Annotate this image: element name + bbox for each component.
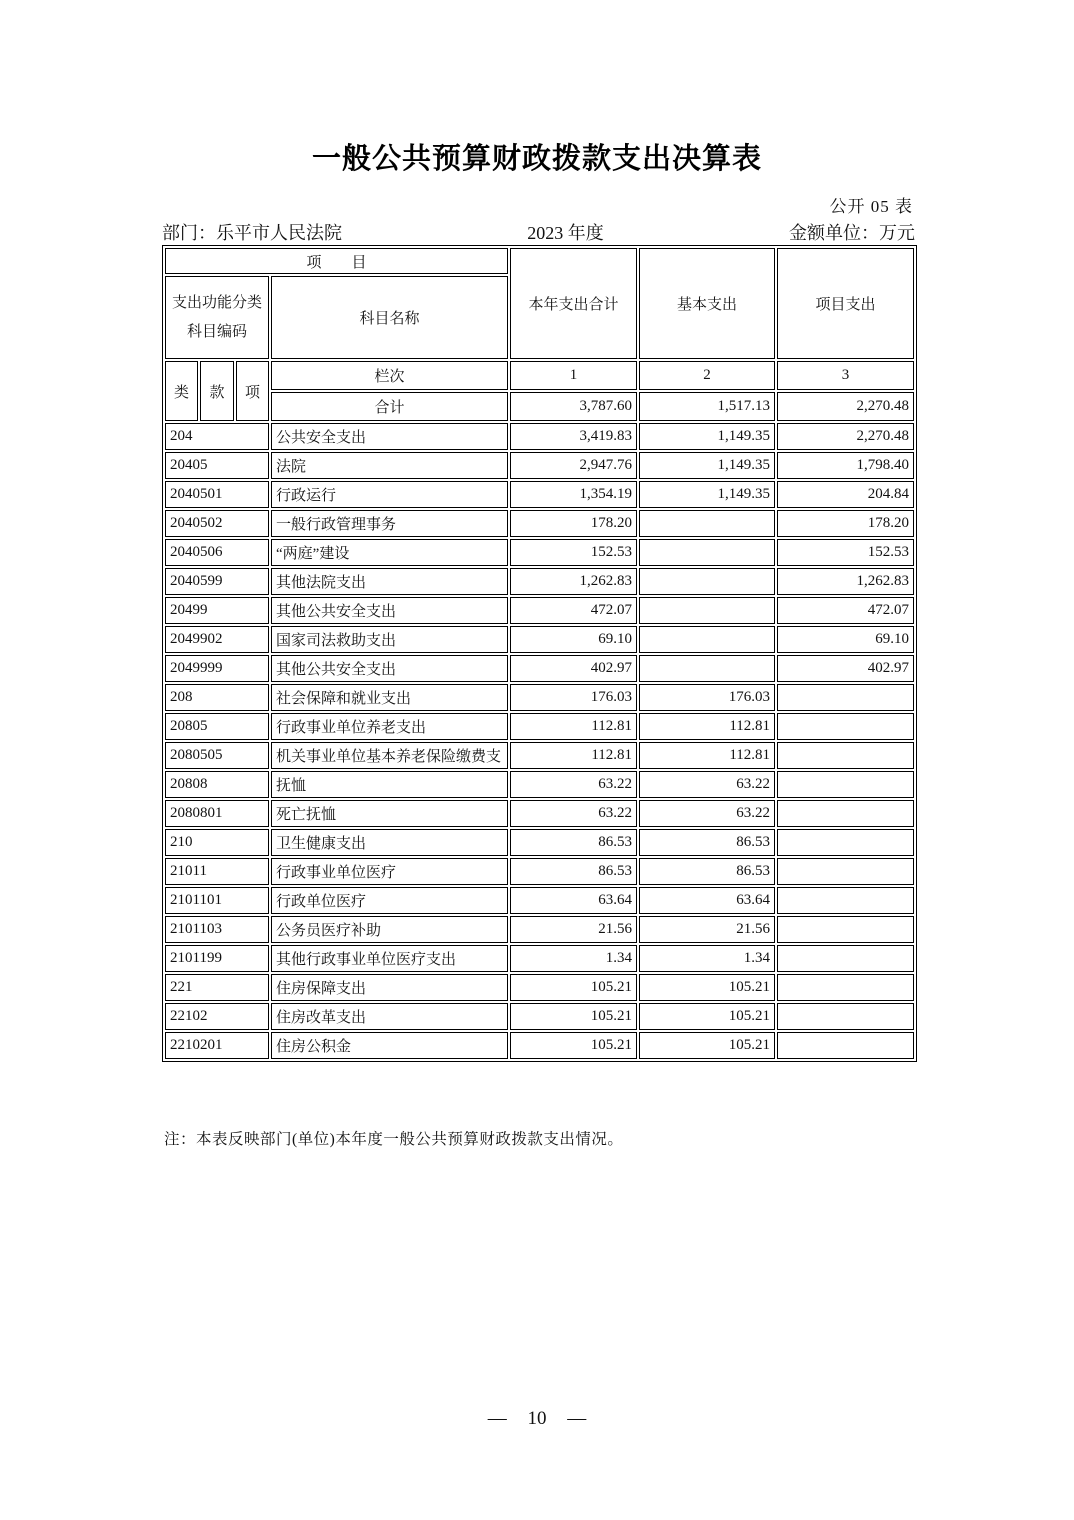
- cell-total-expenditure: 472.07: [510, 597, 637, 624]
- cell-basic-expenditure: 21.56: [639, 916, 775, 943]
- cell-basic-expenditure: [639, 626, 775, 653]
- cell-code: 2040599: [165, 568, 269, 595]
- total-v1: 3,787.60: [510, 392, 637, 421]
- cell-basic-expenditure: [639, 568, 775, 595]
- cell-subject-name: 机关事业单位基本养老保险缴费支: [271, 742, 508, 769]
- cell-project-expenditure: 69.10: [777, 626, 914, 653]
- cell-total-expenditure: 112.81: [510, 742, 637, 769]
- table-row: [165, 423, 914, 450]
- cell-project-expenditure: [777, 713, 914, 740]
- cell-total-expenditure: 63.64: [510, 887, 637, 914]
- sub-header-item: 项: [236, 361, 269, 421]
- cell-total-expenditure: 105.21: [510, 1003, 637, 1030]
- cell-total-expenditure: 63.22: [510, 800, 637, 827]
- cell-basic-expenditure: 105.21: [639, 1003, 775, 1030]
- cell-total-expenditure: 152.53: [510, 539, 637, 566]
- table-row: [165, 858, 914, 885]
- cell-subject-name: 卫生健康支出: [271, 829, 508, 856]
- cell-subject-name: 其他行政事业单位医疗支出: [271, 945, 508, 972]
- cell-total-expenditure: 69.10: [510, 626, 637, 653]
- cell-subject-name: 社会保障和就业支出: [271, 684, 508, 711]
- cell-code: 20405: [165, 452, 269, 479]
- header-row-lanci: [165, 361, 914, 390]
- cell-project-expenditure: 1,262.83: [777, 568, 914, 595]
- table-row: [165, 945, 914, 972]
- cell-project-expenditure: 204.84: [777, 481, 914, 508]
- subject-name-header: 科目名称: [271, 276, 508, 359]
- table-row: [165, 655, 914, 682]
- cell-code: 2080801: [165, 800, 269, 827]
- cell-code: 2101199: [165, 945, 269, 972]
- code-header-line2: 科目编码: [186, 323, 247, 340]
- cell-project-expenditure: [777, 1003, 914, 1030]
- cell-basic-expenditure: 63.22: [639, 800, 775, 827]
- cell-code: 2210201: [165, 1032, 269, 1059]
- table-row: [165, 800, 914, 827]
- table-row: [165, 1032, 914, 1059]
- total-v2: 1,517.13: [639, 392, 775, 421]
- cell-basic-expenditure: 1.34: [639, 945, 775, 972]
- cell-project-expenditure: 2,270.48: [777, 423, 914, 450]
- header-row-project: [165, 248, 914, 274]
- year-label: 2023 年度: [527, 223, 604, 243]
- cell-basic-expenditure: 86.53: [639, 829, 775, 856]
- cell-subject-name: 其他公共安全支出: [271, 597, 508, 624]
- budget-table: [162, 245, 917, 1062]
- table-row: [165, 539, 914, 566]
- total-label: 合计: [271, 392, 508, 421]
- cell-total-expenditure: 402.97: [510, 655, 637, 682]
- cell-total-expenditure: 176.03: [510, 684, 637, 711]
- cell-project-expenditure: [777, 916, 914, 943]
- cell-code: 20805: [165, 713, 269, 740]
- cell-basic-expenditure: 63.22: [639, 771, 775, 798]
- cell-total-expenditure: 105.21: [510, 1032, 637, 1059]
- cell-subject-name: 公共安全支出: [271, 423, 508, 450]
- col-header-project-exp: 项目支出: [777, 248, 914, 359]
- table-row: [165, 713, 914, 740]
- cell-code: 2049902: [165, 626, 269, 653]
- cell-basic-expenditure: 105.21: [639, 974, 775, 1001]
- cell-subject-name: 行政单位医疗: [271, 887, 508, 914]
- cell-code: 2049999: [165, 655, 269, 682]
- cell-project-expenditure: [777, 945, 914, 972]
- cell-total-expenditure: 105.21: [510, 974, 637, 1001]
- cell-basic-expenditure: [639, 510, 775, 537]
- total-row: [165, 392, 914, 421]
- cell-total-expenditure: 63.22: [510, 771, 637, 798]
- cell-project-expenditure: [777, 800, 914, 827]
- cell-subject-name: 住房改革支出: [271, 1003, 508, 1030]
- table-row: [165, 916, 914, 943]
- col-header-basic: 基本支出: [639, 248, 775, 359]
- cell-total-expenditure: 112.81: [510, 713, 637, 740]
- cell-basic-expenditure: 112.81: [639, 713, 775, 740]
- cell-total-expenditure: 21.56: [510, 916, 637, 943]
- cell-project-expenditure: 178.20: [777, 510, 914, 537]
- cell-subject-name: 行政事业单位养老支出: [271, 713, 508, 740]
- table-row: [165, 1003, 914, 1030]
- cell-code: 2101101: [165, 887, 269, 914]
- cell-basic-expenditure: [639, 655, 775, 682]
- cell-subject-name: 死亡抚恤: [271, 800, 508, 827]
- cell-code: 2040502: [165, 510, 269, 537]
- table-row: [165, 684, 914, 711]
- table-row: [165, 626, 914, 653]
- code-header-line1: 支出功能分类: [171, 295, 262, 311]
- table-row: [165, 510, 914, 537]
- cell-project-expenditure: [777, 974, 914, 1001]
- cell-subject-name: 其他公共安全支出: [271, 655, 508, 682]
- footnote: 注：本表反映部门(单位)本年度一般公共预算财政拨款支出情况。: [164, 1131, 624, 1148]
- table-row: [165, 829, 914, 856]
- table-row: [165, 771, 914, 798]
- table-row: [165, 597, 914, 624]
- cell-code: 22102: [165, 1003, 269, 1030]
- cell-project-expenditure: [777, 887, 914, 914]
- cell-basic-expenditure: 112.81: [639, 742, 775, 769]
- cell-total-expenditure: 86.53: [510, 858, 637, 885]
- code-header-cell: [165, 276, 269, 359]
- col-number-1: 1: [510, 361, 637, 390]
- cell-code: 2080505: [165, 742, 269, 769]
- sub-header-class: 类: [165, 361, 198, 421]
- cell-subject-name: 行政运行: [271, 481, 508, 508]
- cell-subject-name: 法院: [271, 452, 508, 479]
- cell-project-expenditure: [777, 858, 914, 885]
- lanci-label: 栏次: [271, 361, 508, 390]
- cell-subject-name: “两庭”建设: [271, 539, 508, 566]
- table-row: [165, 481, 914, 508]
- table-code-label: 公开 05 表: [829, 197, 913, 216]
- cell-total-expenditure: 3,419.83: [510, 423, 637, 450]
- cell-code: 2101103: [165, 916, 269, 943]
- table-row: [165, 742, 914, 769]
- table-row: [165, 452, 914, 479]
- cell-code: 221: [165, 974, 269, 1001]
- cell-subject-name: 公务员医疗补助: [271, 916, 508, 943]
- cell-basic-expenditure: [639, 539, 775, 566]
- table-row: [165, 974, 914, 1001]
- col-number-3: 3: [777, 361, 914, 390]
- cell-total-expenditure: 178.20: [510, 510, 637, 537]
- cell-basic-expenditure: 63.64: [639, 887, 775, 914]
- project-header-cell: 项 目: [165, 248, 508, 274]
- table-row: [165, 887, 914, 914]
- col-header-total: 本年支出合计: [510, 248, 637, 359]
- page-number: — 10 —: [487, 1408, 587, 1429]
- cell-subject-name: 行政事业单位医疗: [271, 858, 508, 885]
- cell-subject-name: 住房保障支出: [271, 974, 508, 1001]
- cell-subject-name: 抚恤: [271, 771, 508, 798]
- cell-total-expenditure: 1,262.83: [510, 568, 637, 595]
- cell-subject-name: 住房公积金: [271, 1032, 508, 1059]
- col-number-2: 2: [639, 361, 775, 390]
- unit-label: 金额单位：万元: [789, 223, 915, 243]
- cell-code: 2040506: [165, 539, 269, 566]
- cell-project-expenditure: 1,798.40: [777, 452, 914, 479]
- meta-row: [162, 219, 915, 245]
- cell-code: 208: [165, 684, 269, 711]
- cell-total-expenditure: 86.53: [510, 829, 637, 856]
- cell-project-expenditure: 472.07: [777, 597, 914, 624]
- cell-code: 20499: [165, 597, 269, 624]
- cell-basic-expenditure: 176.03: [639, 684, 775, 711]
- cell-basic-expenditure: 86.53: [639, 858, 775, 885]
- cell-total-expenditure: 1.34: [510, 945, 637, 972]
- cell-basic-expenditure: 105.21: [639, 1032, 775, 1059]
- cell-project-expenditure: 402.97: [777, 655, 914, 682]
- cell-project-expenditure: [777, 1032, 914, 1059]
- sub-header-section: 款: [200, 361, 234, 421]
- cell-basic-expenditure: 1,149.35: [639, 423, 775, 450]
- page-title: 一般公共预算财政拨款支出决算表: [311, 143, 762, 175]
- cell-total-expenditure: 1,354.19: [510, 481, 637, 508]
- cell-basic-expenditure: [639, 597, 775, 624]
- department-label: 部门：乐平市人民法院: [162, 223, 342, 243]
- cell-project-expenditure: [777, 684, 914, 711]
- cell-code: 204: [165, 423, 269, 450]
- cell-subject-name: 国家司法救助支出: [271, 626, 508, 653]
- cell-project-expenditure: [777, 771, 914, 798]
- cell-project-expenditure: [777, 829, 914, 856]
- cell-code: 210: [165, 829, 269, 856]
- cell-total-expenditure: 2,947.76: [510, 452, 637, 479]
- table-row: [165, 568, 914, 595]
- cell-basic-expenditure: 1,149.35: [639, 452, 775, 479]
- cell-code: 21011: [165, 858, 269, 885]
- cell-basic-expenditure: 1,149.35: [639, 481, 775, 508]
- cell-code: 2040501: [165, 481, 269, 508]
- cell-project-expenditure: 152.53: [777, 539, 914, 566]
- cell-subject-name: 一般行政管理事务: [271, 510, 508, 537]
- total-v3: 2,270.48: [777, 392, 914, 421]
- cell-subject-name: 其他法院支出: [271, 568, 508, 595]
- cell-project-expenditure: [777, 742, 914, 769]
- cell-code: 20808: [165, 771, 269, 798]
